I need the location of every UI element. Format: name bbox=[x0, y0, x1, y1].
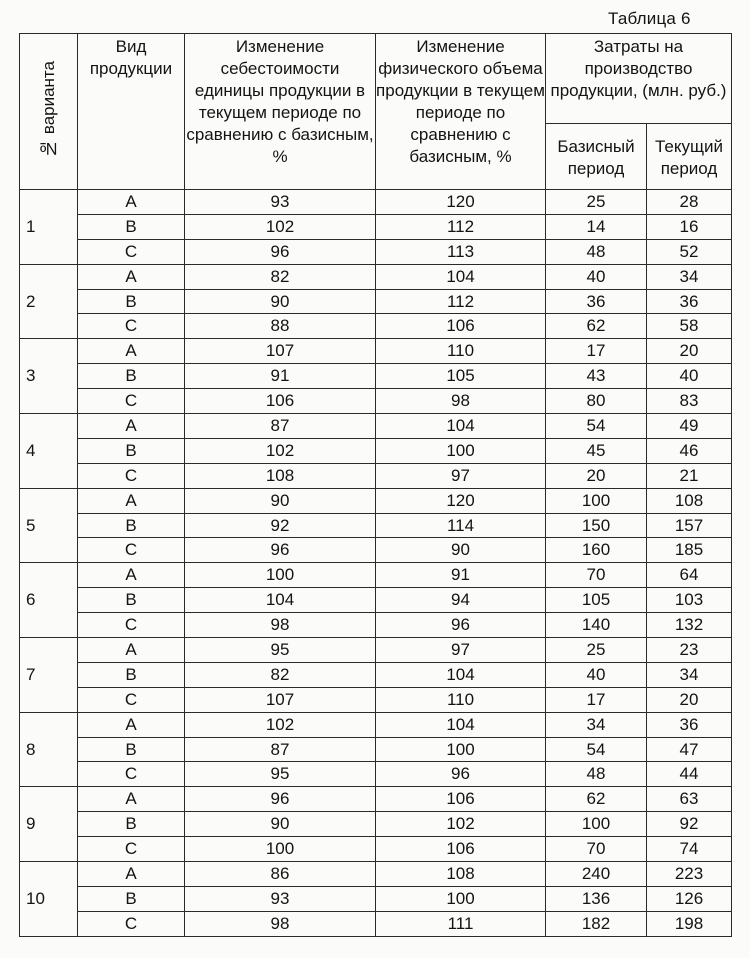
table-row bbox=[20, 364, 732, 389]
product-cell: C bbox=[78, 613, 185, 638]
base-cost-cell: 17 bbox=[546, 687, 647, 712]
volume-change-cell: 113 bbox=[376, 239, 546, 264]
table-row bbox=[20, 214, 732, 239]
header-cost-change: Изменение себестоимости единицы продукции в текущем периоде по сравнению с базисным, % bbox=[185, 34, 376, 190]
volume-change-cell: 96 bbox=[376, 613, 546, 638]
base-cost-cell: 240 bbox=[546, 862, 647, 887]
product-cell: A bbox=[78, 488, 185, 513]
product-cell: A bbox=[78, 563, 185, 588]
cost-change-cell: 104 bbox=[185, 588, 376, 613]
cost-change-cell: 102 bbox=[185, 438, 376, 463]
table-row bbox=[20, 289, 732, 314]
current-cost-cell: 49 bbox=[647, 414, 732, 439]
volume-change-cell: 91 bbox=[376, 563, 546, 588]
variant-number: 4 bbox=[20, 414, 78, 489]
header-current-period: Текущий период bbox=[647, 124, 732, 190]
product-cell: A bbox=[78, 862, 185, 887]
table-row bbox=[20, 563, 732, 588]
base-cost-cell: 62 bbox=[546, 787, 647, 812]
cost-change-cell: 88 bbox=[185, 314, 376, 339]
product-cell: A bbox=[78, 339, 185, 364]
cost-change-cell: 93 bbox=[185, 886, 376, 911]
base-cost-cell: 45 bbox=[546, 438, 647, 463]
table-row bbox=[20, 264, 732, 289]
current-cost-cell: 63 bbox=[647, 787, 732, 812]
current-cost-cell: 126 bbox=[647, 886, 732, 911]
volume-change-cell: 97 bbox=[376, 463, 546, 488]
base-cost-cell: 80 bbox=[546, 389, 647, 414]
volume-change-cell: 102 bbox=[376, 812, 546, 837]
table-row bbox=[20, 414, 732, 439]
base-cost-cell: 43 bbox=[546, 364, 647, 389]
product-cell: C bbox=[78, 463, 185, 488]
current-cost-cell: 40 bbox=[647, 364, 732, 389]
current-cost-cell: 36 bbox=[647, 712, 732, 737]
volume-change-cell: 100 bbox=[376, 438, 546, 463]
current-cost-cell: 52 bbox=[647, 239, 732, 264]
variant-number: 1 bbox=[20, 190, 78, 265]
volume-change-cell: 98 bbox=[376, 389, 546, 414]
base-cost-cell: 105 bbox=[546, 588, 647, 613]
volume-change-cell: 100 bbox=[376, 886, 546, 911]
cost-change-cell: 90 bbox=[185, 488, 376, 513]
cost-change-cell: 86 bbox=[185, 862, 376, 887]
table-row bbox=[20, 911, 732, 936]
cost-change-cell: 100 bbox=[185, 837, 376, 862]
product-cell: B bbox=[78, 662, 185, 687]
table-row bbox=[20, 190, 732, 215]
volume-change-cell: 97 bbox=[376, 638, 546, 663]
cost-change-cell: 87 bbox=[185, 414, 376, 439]
table-row bbox=[20, 239, 732, 264]
cost-change-cell: 106 bbox=[185, 389, 376, 414]
variant-number: 3 bbox=[20, 339, 78, 414]
volume-change-cell: 110 bbox=[376, 339, 546, 364]
volume-change-cell: 106 bbox=[376, 314, 546, 339]
volume-change-cell: 104 bbox=[376, 712, 546, 737]
table-row bbox=[20, 613, 732, 638]
cost-change-cell: 90 bbox=[185, 289, 376, 314]
current-cost-cell: 28 bbox=[647, 190, 732, 215]
volume-change-cell: 112 bbox=[376, 214, 546, 239]
current-cost-cell: 103 bbox=[647, 588, 732, 613]
current-cost-cell: 20 bbox=[647, 339, 732, 364]
volume-change-cell: 110 bbox=[376, 687, 546, 712]
base-cost-cell: 54 bbox=[546, 414, 647, 439]
base-cost-cell: 40 bbox=[546, 662, 647, 687]
variant-number: 5 bbox=[20, 488, 78, 563]
variant-number: 2 bbox=[20, 264, 78, 339]
table-row bbox=[20, 886, 732, 911]
variant-number: 8 bbox=[20, 712, 78, 787]
header-costs: Затраты на производство продукции, (млн. руб.) bbox=[546, 34, 732, 124]
cost-change-cell: 87 bbox=[185, 737, 376, 762]
volume-change-cell: 114 bbox=[376, 513, 546, 538]
current-cost-cell: 74 bbox=[647, 837, 732, 862]
cost-change-cell: 95 bbox=[185, 638, 376, 663]
table-row bbox=[20, 862, 732, 887]
table-row bbox=[20, 762, 732, 787]
volume-change-cell: 106 bbox=[376, 837, 546, 862]
product-cell: A bbox=[78, 264, 185, 289]
table-row bbox=[20, 662, 732, 687]
volume-change-cell: 100 bbox=[376, 737, 546, 762]
cost-change-cell: 107 bbox=[185, 687, 376, 712]
current-cost-cell: 36 bbox=[647, 289, 732, 314]
cost-change-cell: 93 bbox=[185, 190, 376, 215]
volume-change-cell: 106 bbox=[376, 787, 546, 812]
volume-change-cell: 108 bbox=[376, 862, 546, 887]
base-cost-cell: 182 bbox=[546, 911, 647, 936]
table-row bbox=[20, 687, 732, 712]
product-cell: B bbox=[78, 812, 185, 837]
product-cell: C bbox=[78, 687, 185, 712]
product-cell: B bbox=[78, 513, 185, 538]
cost-change-cell: 107 bbox=[185, 339, 376, 364]
base-cost-cell: 70 bbox=[546, 837, 647, 862]
base-cost-cell: 48 bbox=[546, 239, 647, 264]
product-cell: C bbox=[78, 389, 185, 414]
current-cost-cell: 64 bbox=[647, 563, 732, 588]
table-row bbox=[20, 837, 732, 862]
base-cost-cell: 48 bbox=[546, 762, 647, 787]
cost-change-cell: 102 bbox=[185, 214, 376, 239]
cost-change-cell: 95 bbox=[185, 762, 376, 787]
product-cell: C bbox=[78, 911, 185, 936]
base-cost-cell: 17 bbox=[546, 339, 647, 364]
header-product: Вид продукции bbox=[78, 34, 185, 190]
base-cost-cell: 20 bbox=[546, 463, 647, 488]
product-cell: B bbox=[78, 588, 185, 613]
volume-change-cell: 105 bbox=[376, 364, 546, 389]
cost-change-cell: 100 bbox=[185, 563, 376, 588]
current-cost-cell: 21 bbox=[647, 463, 732, 488]
product-cell: B bbox=[78, 737, 185, 762]
volume-change-cell: 90 bbox=[376, 538, 546, 563]
cost-change-cell: 102 bbox=[185, 712, 376, 737]
table-row bbox=[20, 638, 732, 663]
product-cell: A bbox=[78, 414, 185, 439]
product-cell: B bbox=[78, 289, 185, 314]
volume-change-cell: 112 bbox=[376, 289, 546, 314]
table-row bbox=[20, 588, 732, 613]
cost-change-cell: 91 bbox=[185, 364, 376, 389]
current-cost-cell: 157 bbox=[647, 513, 732, 538]
current-cost-cell: 46 bbox=[647, 438, 732, 463]
cost-change-cell: 96 bbox=[185, 787, 376, 812]
cost-change-cell: 96 bbox=[185, 239, 376, 264]
product-cell: C bbox=[78, 762, 185, 787]
table-row bbox=[20, 488, 732, 513]
base-cost-cell: 100 bbox=[546, 812, 647, 837]
current-cost-cell: 47 bbox=[647, 737, 732, 762]
base-cost-cell: 160 bbox=[546, 538, 647, 563]
variant-number: 9 bbox=[20, 787, 78, 862]
current-cost-cell: 132 bbox=[647, 613, 732, 638]
current-cost-cell: 16 bbox=[647, 214, 732, 239]
cost-change-cell: 92 bbox=[185, 513, 376, 538]
table-row bbox=[20, 339, 732, 364]
base-cost-cell: 150 bbox=[546, 513, 647, 538]
current-cost-cell: 34 bbox=[647, 662, 732, 687]
volume-change-cell: 111 bbox=[376, 911, 546, 936]
volume-change-cell: 120 bbox=[376, 190, 546, 215]
table-row bbox=[20, 538, 732, 563]
base-cost-cell: 100 bbox=[546, 488, 647, 513]
base-cost-cell: 25 bbox=[546, 190, 647, 215]
product-cell: C bbox=[78, 239, 185, 264]
table-body bbox=[20, 190, 732, 937]
volume-change-cell: 104 bbox=[376, 662, 546, 687]
current-cost-cell: 23 bbox=[647, 638, 732, 663]
current-cost-cell: 44 bbox=[647, 762, 732, 787]
variant-number: 10 bbox=[20, 862, 78, 937]
table-row bbox=[20, 438, 732, 463]
header-volume-change: Изменение физического объема продукции в текущем периоде по сравнению с базисным, % bbox=[376, 34, 546, 190]
product-cell: C bbox=[78, 314, 185, 339]
volume-change-cell: 96 bbox=[376, 762, 546, 787]
current-cost-cell: 223 bbox=[647, 862, 732, 887]
current-cost-cell: 185 bbox=[647, 538, 732, 563]
product-cell: B bbox=[78, 886, 185, 911]
cost-change-cell: 90 bbox=[185, 812, 376, 837]
current-cost-cell: 198 bbox=[647, 911, 732, 936]
current-cost-cell: 20 bbox=[647, 687, 732, 712]
variant-number: 6 bbox=[20, 563, 78, 638]
base-cost-cell: 136 bbox=[546, 886, 647, 911]
base-cost-cell: 36 bbox=[546, 289, 647, 314]
current-cost-cell: 83 bbox=[647, 389, 732, 414]
base-cost-cell: 70 bbox=[546, 563, 647, 588]
current-cost-cell: 34 bbox=[647, 264, 732, 289]
product-cell: C bbox=[78, 837, 185, 862]
product-cell: A bbox=[78, 787, 185, 812]
product-cell: B bbox=[78, 364, 185, 389]
data-table bbox=[19, 33, 732, 937]
table-row bbox=[20, 463, 732, 488]
table-caption: Таблица 6 bbox=[608, 9, 691, 28]
table-row bbox=[20, 712, 732, 737]
base-cost-cell: 40 bbox=[546, 264, 647, 289]
header-base-period: Базисный период bbox=[546, 124, 647, 190]
base-cost-cell: 140 bbox=[546, 613, 647, 638]
current-cost-cell: 92 bbox=[647, 812, 732, 837]
base-cost-cell: 62 bbox=[546, 314, 647, 339]
volume-change-cell: 120 bbox=[376, 488, 546, 513]
cost-change-cell: 98 bbox=[185, 911, 376, 936]
base-cost-cell: 14 bbox=[546, 214, 647, 239]
table-row bbox=[20, 513, 732, 538]
table-row bbox=[20, 314, 732, 339]
cost-change-cell: 98 bbox=[185, 613, 376, 638]
cost-change-cell: 82 bbox=[185, 264, 376, 289]
volume-change-cell: 94 bbox=[376, 588, 546, 613]
header-variant: № варианта bbox=[20, 34, 78, 190]
table-row bbox=[20, 389, 732, 414]
product-cell: B bbox=[78, 438, 185, 463]
cost-change-cell: 82 bbox=[185, 662, 376, 687]
cost-change-cell: 108 bbox=[185, 463, 376, 488]
base-cost-cell: 34 bbox=[546, 712, 647, 737]
product-cell: C bbox=[78, 538, 185, 563]
product-cell: A bbox=[78, 712, 185, 737]
volume-change-cell: 104 bbox=[376, 414, 546, 439]
table-row bbox=[20, 812, 732, 837]
variant-number: 7 bbox=[20, 638, 78, 713]
cost-change-cell: 96 bbox=[185, 538, 376, 563]
table-row bbox=[20, 787, 732, 812]
table-row bbox=[20, 737, 732, 762]
product-cell: A bbox=[78, 190, 185, 215]
base-cost-cell: 25 bbox=[546, 638, 647, 663]
current-cost-cell: 108 bbox=[647, 488, 732, 513]
product-cell: A bbox=[78, 638, 185, 663]
current-cost-cell: 58 bbox=[647, 314, 732, 339]
product-cell: B bbox=[78, 214, 185, 239]
volume-change-cell: 104 bbox=[376, 264, 546, 289]
base-cost-cell: 54 bbox=[546, 737, 647, 762]
